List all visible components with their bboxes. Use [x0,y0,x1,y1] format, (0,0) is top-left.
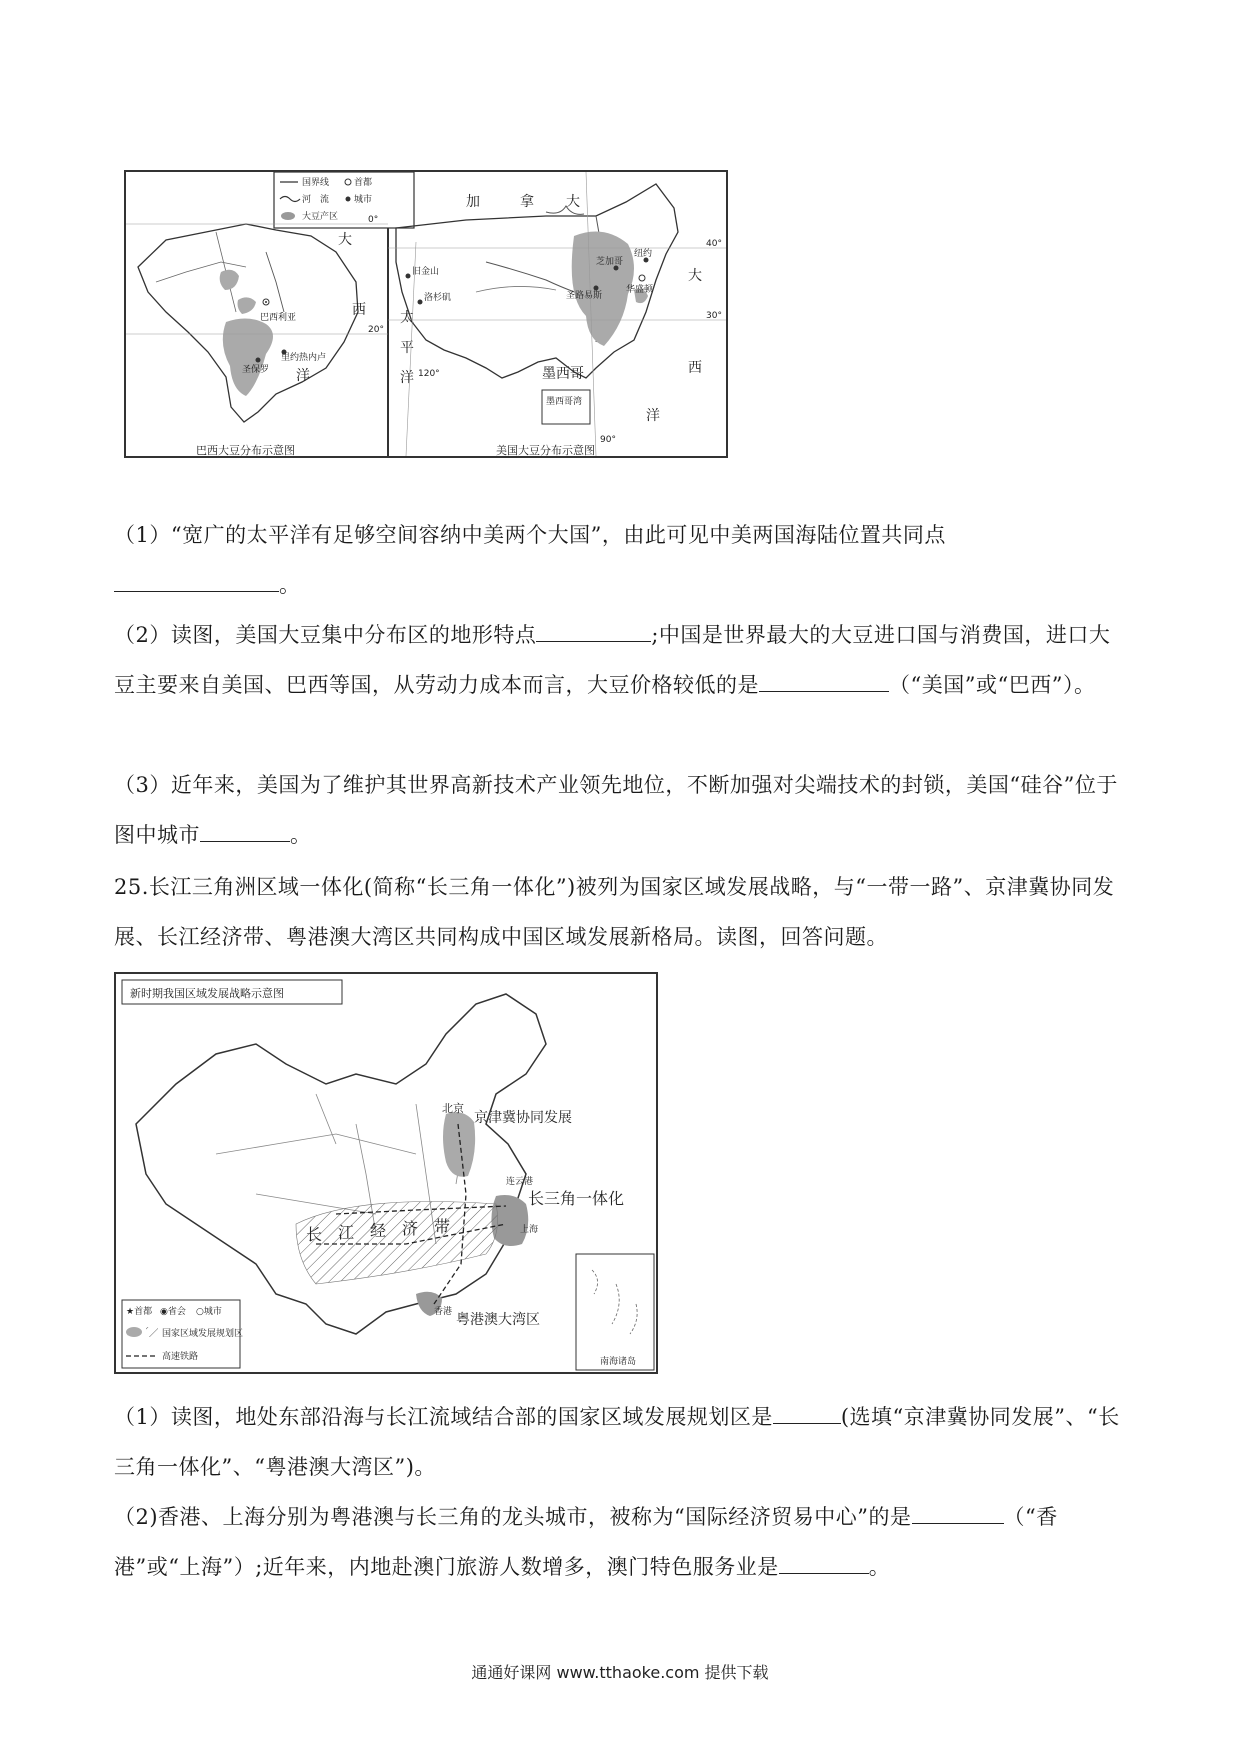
q24-p1-text: （1）“宽广的太平洋有足够空间容纳中美两个大国”，由此可见中美两国海陆位置共同点 [114,523,946,547]
label-us-atl-yang: 洋 [646,408,660,424]
q25-intro: 25.长江三角洲区域一体化(简称“长三角一体化”)被列为国家区域发展战略，与“一带一路”、京津冀协同发展、长江经济带、粤港澳大湾区共同构成中国区域发展新格局。读图，回答问题。 [114,875,1115,949]
label-stlouis: 圣路易斯 [566,291,603,301]
q24-part2 [114,610,1124,710]
china-map-svg [116,974,656,1372]
label-40: 40° [706,239,722,249]
label-belt-1: 长 [306,1225,323,1244]
q24-part3 [114,760,1124,860]
label-br-yang: 洋 [296,368,310,384]
label-scs: 南海诸岛 [600,1357,637,1367]
q25-part1 [114,1392,1124,1492]
label-belt-2: 江 [338,1223,355,1242]
q24-part1 [114,510,1124,610]
q24-p2-blank2[interactable] [759,671,889,692]
china-legend-provcap: ◉省会 [160,1307,186,1317]
label-chicago: 芝加哥 [596,257,624,267]
label-newyork: 纽约 [634,249,653,259]
label-beijing: 北京 [442,1102,464,1115]
label-us-na: 拿 [520,194,534,210]
label-washington: 华盛顿 [626,285,654,295]
label-rio: 里约热内卢 [281,353,327,363]
china-legend-capital: ★首都 [126,1307,153,1317]
label-gulf: 墨西哥湾 [546,397,583,407]
legend-city: 城市 [354,195,373,205]
label-csj: 长三角一体化 [528,1189,625,1208]
label-us-pac-tai: 太 [400,310,414,326]
q24-p1-end: 。 [279,573,301,597]
q25-part2 [114,1492,1124,1592]
label-jjj: 京津冀协同发展 [474,1110,572,1126]
label-0deg: 0° [368,215,379,225]
q25-p2-blank1[interactable] [912,1503,1004,1524]
china-legend-region: 国家区域发展规划区 [162,1329,244,1339]
label-la: 洛杉矶 [424,293,452,303]
label-sf: 旧金山 [412,267,440,277]
q25-p2b: （“香港”或“上海”）;近年来，内地赴澳门旅游人数增多，澳门特色服务业是 [114,1505,1058,1579]
china-legend-city: ○城市 [196,1307,222,1317]
label-us-da: 大 [566,194,580,210]
q24-p2-blank1[interactable] [536,621,651,642]
page-footer: 通通好课网 www.tthaoke.com 提供下载 [471,1663,769,1682]
label-shanghai: 上海 [520,1225,539,1235]
q25-p2-blank2[interactable] [779,1553,869,1574]
q24-p3-blank[interactable] [200,821,290,842]
soybean-map-figure [124,170,728,458]
label-us-atl-da: 大 [688,268,702,284]
legend-border: 国界线 [302,178,330,188]
label-120: 120° [418,369,440,379]
q25-p2a: （2)香港、上海分别为粤港澳与长三角的龙头城市，被称为“国际经济贸易中心”的是 [114,1505,912,1529]
label-belt-5: 带 [434,1217,451,1236]
label-us-pac-ping: 平 [400,340,414,356]
soybean-map-svg [126,172,726,456]
q25-p2-end: 。 [868,1555,891,1579]
q25-p1-blank[interactable] [773,1403,841,1424]
legend-river: 河 流 [302,195,330,205]
label-sao-paulo: 圣保罗 [242,365,270,375]
q25-p1b: (选填“京津冀协同发展”、“长三角一体化”、“粤港澳大湾区”)。 [114,1405,1120,1479]
q24-p2c: （“美国”或“巴西”）。 [889,673,1096,697]
china-map-title: 新时期我国区域发展战略示意图 [130,987,284,1000]
china-legend-rail: 高速铁路 [162,1352,199,1362]
label-gba: 粤港澳大湾区 [456,1312,540,1328]
label-20deg: 20° [368,325,384,335]
q24-p3-end: 。 [290,823,312,847]
caption-brazil: 巴西大豆分布示意图 [196,444,295,456]
q24-p2b: ;中国是世界最大的大豆进口国与消费国，进口大豆主要来自美国、巴西等国，从劳动力成本而言，大豆价格较低的是 [114,623,1111,697]
label-30: 30° [706,311,722,321]
label-us-pac-yang: 洋 [400,370,414,386]
label-belt-4: 济 [402,1219,419,1238]
label-us-jia: 加 [466,194,480,210]
label-mexico: 墨西哥 [542,366,584,382]
label-lianyungang: 连云港 [506,1177,534,1187]
label-hongkong: 香港 [434,1307,453,1317]
q24-p1-blank[interactable] [114,571,279,592]
legend-soy: 大豆产区 [302,212,339,222]
legend-capital: 首都 [354,178,373,188]
q24-p3a: （3）近年来，美国为了维护其世界高新技术产业领先地位，不断加强对尖端技术的封锁，美国“硅谷”位于图中城市 [114,773,1118,847]
label-br-da: 大 [338,232,352,248]
q25-p1a: （1）读图，地处东部沿海与长江流域结合部的国家区域发展规划区是 [114,1405,773,1429]
label-br-xi: 西 [352,302,366,318]
q24-p2a: （2）读图，美国大豆集中分布区的地形特点 [114,623,537,647]
caption-usa: 美国大豆分布示意图 [496,444,595,456]
china-strategy-map [114,972,658,1374]
label-belt-3: 经 [370,1221,387,1240]
label-us-atl-xi: 西 [688,360,702,376]
label-90: 90° [600,435,616,445]
label-brasilia: 巴西利亚 [260,313,297,323]
